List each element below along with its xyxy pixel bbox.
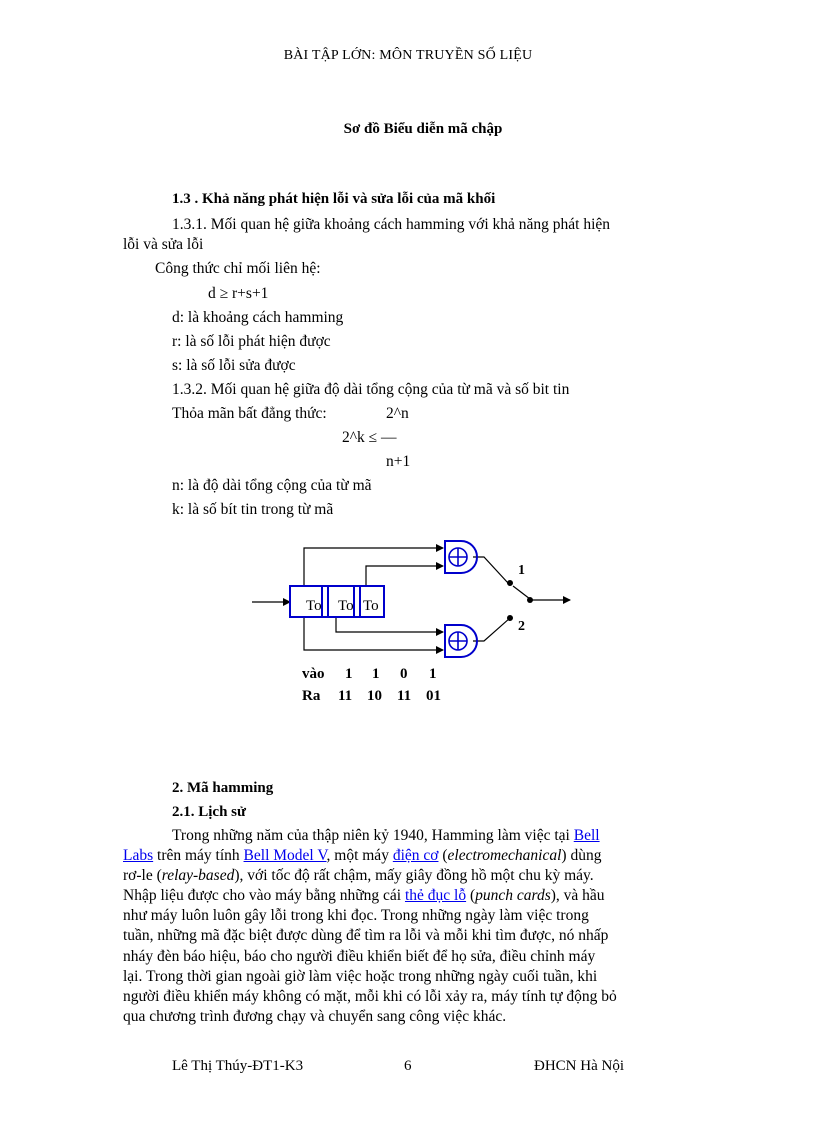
footer-author: Lê Thị Thúy-ĐT1-K3 — [172, 1058, 304, 1074]
text-run: , một máy — [326, 847, 393, 865]
definition-r: r: là số lỗi phát hiện được — [172, 333, 331, 350]
paragraph-line: người điều khiển máy không có mặt, mỗi khi có lỗi xảy ra, máy tính tự động bỏ — [123, 987, 617, 1005]
history-paragraph — [123, 826, 698, 1027]
wire-xor2-out — [473, 618, 510, 641]
wire-tap-2-bottom — [336, 618, 443, 632]
definition-s: s: là số lỗi sửa được — [172, 357, 296, 374]
inequality-denominator: n+1 — [386, 453, 411, 470]
switch-pivot — [527, 597, 533, 603]
text-run: rơ-le ( — [123, 867, 162, 885]
footer-page-number: 6 — [404, 1058, 412, 1074]
link-the-duc-lo[interactable]: thẻ đục lỗ — [404, 887, 467, 905]
paragraph-line: nháy đèn báo hiệu, báo cho người điều khiển biết để họ sửa, điều chỉnh máy — [123, 947, 596, 965]
wire-tap-3-top — [366, 566, 443, 586]
paragraph-line: tuần, những mã đặc biệt được dùng để tìm ra lỗi và mỗi khi tìm được, nó nhấp — [123, 927, 609, 945]
definition-k: k: là số bít tin trong từ mã — [172, 501, 334, 518]
output-pair: 10 — [367, 688, 382, 704]
inequality-numerator: 2^n — [386, 405, 409, 422]
link-dien-co[interactable]: điện cơ — [392, 847, 439, 865]
wire-xor1-out — [473, 557, 508, 583]
page-header: BÀI TẬP LỚN: MÔN TRUYỀN SỐ LIỆU — [283, 48, 533, 63]
paragraph-line: lại. Trong thời gian ngoài giờ làm việc hoặc trong những ngày cuối tuần, khi — [123, 967, 598, 985]
text-run: ) dùng — [561, 847, 602, 865]
input-bit: 0 — [400, 666, 408, 682]
xor-gate-2 — [445, 625, 477, 657]
link-bell-labs[interactable]: Bell — [573, 827, 600, 844]
input-bit: 1 — [372, 666, 380, 682]
inequality-intro: Thỏa mãn bất đẳng thức: — [172, 405, 327, 422]
definition-n: n: là độ dài tổng cộng của từ mã — [172, 477, 372, 494]
switch-label-1: 1 — [518, 563, 525, 578]
paragraph-line: qua chương trình đương chạy và chuyển sang công việc khác. — [123, 1007, 507, 1025]
switch-contact-1 — [507, 580, 513, 586]
footer-school: ĐHCN Hà Nội — [534, 1058, 624, 1074]
output-pair: 11 — [338, 688, 353, 704]
italic-term: relay-based — [161, 867, 235, 885]
text-run: Nhập liệu được cho vào máy bằng những cái — [123, 887, 405, 905]
switch-arm — [513, 586, 530, 599]
input-bit: 1 — [345, 666, 353, 682]
item-1-3-1-line1: 1.3.1. Mối quan hệ giữa khoảng cách hamming với khả năng phát hiện — [172, 216, 611, 233]
input-row-label: vào — [302, 666, 325, 682]
definition-d: d: là khoảng cách hamming — [172, 309, 344, 326]
text-run: ( — [466, 887, 476, 905]
input-bit: 1 — [429, 666, 437, 682]
item-1-3-1-line2: lỗi và sửa lỗi — [123, 236, 204, 253]
section-2-1-heading: 2.1. Lịch sử — [172, 804, 247, 820]
item-1-3-2: 1.3.2. Mối quan hệ giữa độ dài tổng cộng của từ mã và số bit tin — [172, 381, 570, 398]
switch-label-2: 2 — [518, 619, 525, 634]
formula-intro: Công thức chỉ mối liên hệ: — [155, 260, 321, 277]
link-bell-labs-cont[interactable]: Labs — [123, 847, 154, 865]
output-row-label: Ra — [302, 688, 321, 704]
text-run: Trong những năm của thập niên kỷ 1940, Hamming làm việc tại — [172, 827, 574, 844]
inequality-left: 2^k ≤ — — [342, 429, 397, 446]
output-pair: 01 — [426, 688, 441, 704]
wire-top — [304, 548, 443, 586]
register-label-2: To — [338, 598, 354, 614]
italic-term: punch cards — [475, 887, 551, 905]
diagram-subtitle: Sơ đồ Biểu diễn mã chập — [343, 121, 503, 137]
text-run: ), và hầu — [550, 887, 605, 905]
xor-gate-1 — [445, 541, 477, 573]
output-pair: 11 — [397, 688, 412, 704]
text-run: ( — [438, 847, 448, 865]
text-run: ), với tốc độ rất chậm, mấy giây đồng hồ một chu kỳ máy. — [234, 867, 594, 885]
italic-term: electromechanical — [447, 847, 562, 865]
section-1-3-heading: 1.3 . Khả năng phát hiện lỗi và sửa lỗi của mã khối — [172, 191, 496, 207]
section-2-heading: 2. Mã hamming — [172, 780, 274, 796]
link-bell-model-v[interactable]: Bell Model V — [243, 847, 327, 865]
switch-contact-2 — [507, 615, 513, 621]
paragraph-line: như máy luôn luôn gây lỗi trong khi đọc. Trong những ngày làm việc trong — [123, 907, 589, 925]
formula: d ≥ r+s+1 — [208, 285, 269, 302]
text-run: trên máy tính — [153, 847, 244, 865]
register-label-1: To — [306, 598, 322, 614]
shift-register — [290, 586, 384, 617]
register-label-3: To — [363, 598, 379, 614]
wire-bottom — [304, 618, 443, 650]
